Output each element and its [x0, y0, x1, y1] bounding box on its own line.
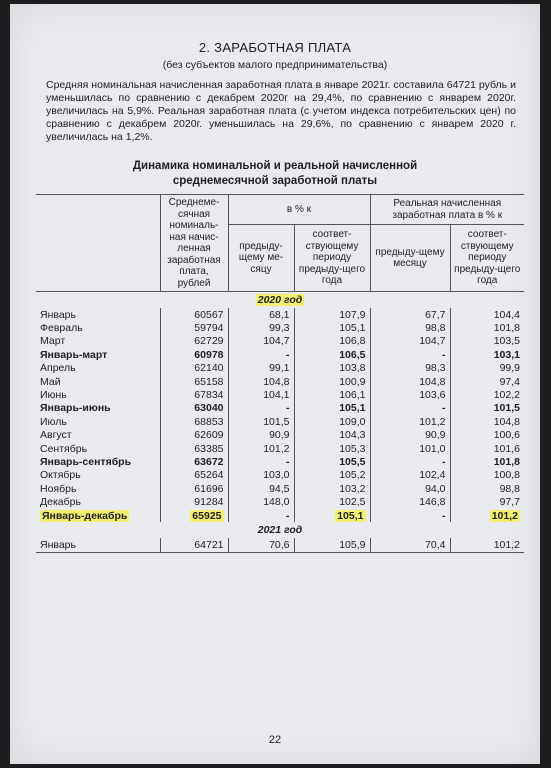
row-prev-month: 103,0: [228, 469, 294, 482]
row-real-same-period: 101,6: [493, 442, 520, 455]
row-real-prev-month: 101,0: [370, 442, 450, 455]
row-same-period: 105,3: [294, 442, 370, 455]
row-real-prev-month: 67,7: [370, 308, 450, 321]
table-row: [36, 402, 524, 415]
row-same-period: 109,0: [294, 415, 370, 428]
row-label: Январь-сентябрь: [36, 455, 160, 468]
table-row: [36, 348, 524, 361]
row-same-period: 105,1: [294, 321, 370, 334]
row-prev-month: -: [228, 509, 294, 522]
row-wage: 61696: [160, 482, 228, 495]
row-real-same-period: 98,8: [499, 482, 520, 495]
row-real-prev-month: 98,8: [370, 321, 450, 334]
row-real-same-period: 103,1: [493, 348, 520, 361]
table-row: [36, 482, 524, 495]
table-row: [36, 429, 524, 442]
row-real-same-period: 97,4: [499, 375, 520, 388]
header-nominal-group: в % к: [228, 195, 370, 225]
table-row: [36, 335, 524, 348]
row-wage: 62140: [160, 362, 228, 375]
row-same-period: 105,5: [294, 455, 370, 468]
row-real-prev-month: -: [370, 455, 450, 468]
row-same-period: 100,9: [294, 375, 370, 388]
row-real-prev-month: -: [370, 402, 450, 415]
table-title-line-2: среднемесячной заработной платы: [172, 175, 378, 187]
row-label: Август: [36, 429, 160, 442]
row-same-period: 105,2: [294, 469, 370, 482]
table-row: [36, 509, 524, 522]
row-real-same-period: 102,2: [493, 389, 520, 402]
row-wage: 63385: [160, 442, 228, 455]
row-wage: 60567: [160, 308, 228, 321]
row-wage: 60978: [160, 348, 228, 361]
table-row: [36, 455, 524, 468]
row-real-prev-month: -: [370, 509, 450, 522]
row-real-same-period: 99,9: [499, 362, 520, 375]
row-real-same-period: 104,8: [493, 415, 520, 428]
row-real-same-period: 104,4: [493, 308, 520, 321]
row-real-prev-month: 101,2: [370, 415, 450, 428]
row-wage: 65158: [160, 375, 228, 388]
row-same-period: 107,9: [294, 308, 370, 321]
table-title: [10, 159, 540, 189]
row-prev-month: 70,6: [228, 538, 294, 552]
row-wage: 59794: [160, 321, 228, 334]
row-label: Май: [36, 375, 160, 388]
row-label: Январь-март: [36, 348, 160, 361]
row-prev-month: 99,1: [228, 362, 294, 375]
table-row: [36, 538, 524, 552]
header-real-same-period: соответ-ствующему периоду предыду-щего года: [450, 225, 524, 292]
row-real-same-period: 101,8: [493, 322, 520, 335]
row-real-prev-month: 98,3: [370, 362, 450, 375]
row-wage: 64721: [160, 538, 228, 552]
header-avg-wage: Среднеме-сячная номиналь-ная начис-ленная заработная плата, рублей: [160, 195, 228, 292]
row-label: Март: [36, 335, 160, 348]
row-label: Ноябрь: [36, 482, 160, 495]
row-wage: 68853: [160, 415, 228, 428]
row-wage: 62609: [160, 429, 228, 442]
row-real-prev-month: 104,7: [370, 335, 450, 348]
table-row: [36, 375, 524, 388]
row-wage: 91284: [160, 495, 228, 508]
row-prev-month: 94,5: [228, 482, 294, 495]
header-same-period: соответ-ствующему периоду предыду-щего года: [294, 225, 370, 292]
row-real-prev-month: -: [370, 348, 450, 361]
row-real-same-period: 101,2: [491, 509, 518, 522]
row-label: Октябрь: [36, 469, 160, 482]
document-page: [10, 4, 540, 764]
row-real-prev-month: 104,8: [370, 375, 450, 388]
row-real-prev-month: 102,4: [370, 469, 450, 482]
row-label: Январь: [36, 538, 160, 552]
row-real-prev-month: 94,0: [370, 482, 450, 495]
header-blank: [36, 195, 160, 292]
wage-dynamics-table: [36, 194, 524, 553]
row-real-same-period: 100,8: [493, 469, 520, 482]
table-title-line-1: Динамика номинальной и реальной начисленной: [132, 160, 418, 172]
row-label: Сентябрь: [36, 442, 160, 455]
table-row: [36, 469, 524, 482]
row-prev-month: 90,9: [228, 429, 294, 442]
year-row-2020: [36, 292, 524, 309]
row-prev-month: 101,2: [228, 442, 294, 455]
table-row: [36, 321, 524, 334]
row-same-period: 105,9: [294, 538, 370, 552]
page-number: 22: [268, 734, 282, 746]
row-same-period: 103,8: [294, 362, 370, 375]
row-prev-month: 99,3: [228, 321, 294, 334]
row-prev-month: 148,0: [228, 495, 294, 508]
table-body: [36, 292, 524, 553]
year-label-2020: 2020 год: [257, 294, 303, 306]
row-prev-month: 68,1: [228, 308, 294, 321]
section-subtitle: (без субъектов малого предпринимательства): [162, 59, 388, 71]
row-real-same-period: 101,8: [493, 455, 520, 468]
table-row: [36, 308, 524, 321]
row-label: Январь: [36, 308, 160, 321]
row-label: Февраль: [36, 321, 160, 334]
row-real-same-period: 101,2: [450, 538, 524, 552]
row-same-period: 104,3: [294, 429, 370, 442]
row-prev-month: -: [228, 348, 294, 361]
row-real-prev-month: 146,8: [370, 495, 450, 508]
table-row: [36, 495, 524, 508]
row-wage: 65925: [160, 509, 228, 522]
row-same-period: 106,1: [294, 388, 370, 401]
row-same-period: 103,2: [294, 482, 370, 495]
row-label: Декабрь: [36, 495, 160, 508]
row-wage: 67834: [160, 388, 228, 401]
row-same-period: 102,5: [294, 495, 370, 508]
row-label: Январь-июнь: [36, 402, 160, 415]
row-real-prev-month: 70,4: [370, 538, 450, 552]
row-same-period: 105,1: [294, 509, 370, 522]
year-label-2021: 2021 год: [257, 524, 303, 537]
row-label: Июль: [36, 415, 160, 428]
row-label: Апрель: [36, 362, 160, 375]
row-same-period: 106,5: [294, 348, 370, 361]
row-wage: 63040: [160, 402, 228, 415]
table-row: [36, 415, 524, 428]
header-real-prev-month: предыду-щему месяцу: [370, 225, 450, 292]
summary-paragraph: Средняя номинальная начисленная заработная плата в январе 2021г. составила 64721 рубль и уменьшилась по сравнению с декабрем 2020г на 29,4%, по сравнению с январем 2020г. увеличилась на 5,9%. Реальная заработная плата (с учетом индекса потребительских цен) по сравнению с декабрем 2020г. уменьшилась на 29,6%, по сравнению с январем 2020 г. увеличилась на 1,2%.: [46, 79, 516, 143]
table-row: [36, 388, 524, 401]
row-prev-month: -: [228, 402, 294, 415]
row-prev-month: -: [228, 455, 294, 468]
row-wage: 63672: [160, 455, 228, 468]
table-row: [36, 362, 524, 375]
row-real-same-period: 103,5: [493, 335, 520, 348]
row-label: Январь-декабрь: [36, 509, 160, 522]
row-real-same-period: 100,6: [493, 429, 520, 442]
row-real-prev-month: 90,9: [370, 429, 450, 442]
section-title: 2. ЗАРАБОТНАЯ ПЛАТА: [198, 40, 352, 55]
row-real-same-period: 101,5: [493, 402, 520, 415]
row-prev-month: 101,5: [228, 415, 294, 428]
row-label: Июнь: [36, 388, 160, 401]
header-prev-month: предыду-щему ме-сяцу: [228, 225, 294, 292]
year-row-2021: [36, 522, 524, 538]
table-row: [36, 442, 524, 455]
row-prev-month: 104,1: [228, 388, 294, 401]
row-wage: 65264: [160, 469, 228, 482]
row-prev-month: 104,8: [228, 375, 294, 388]
row-real-prev-month: 103,6: [370, 388, 450, 401]
row-wage: 62729: [160, 335, 228, 348]
row-same-period: 105,1: [294, 402, 370, 415]
row-prev-month: 104,7: [228, 335, 294, 348]
row-same-period: 106,8: [294, 335, 370, 348]
header-real-group: Реальная начисленная заработная плата в % к: [370, 195, 524, 225]
row-real-same-period: 97,7: [499, 496, 520, 509]
